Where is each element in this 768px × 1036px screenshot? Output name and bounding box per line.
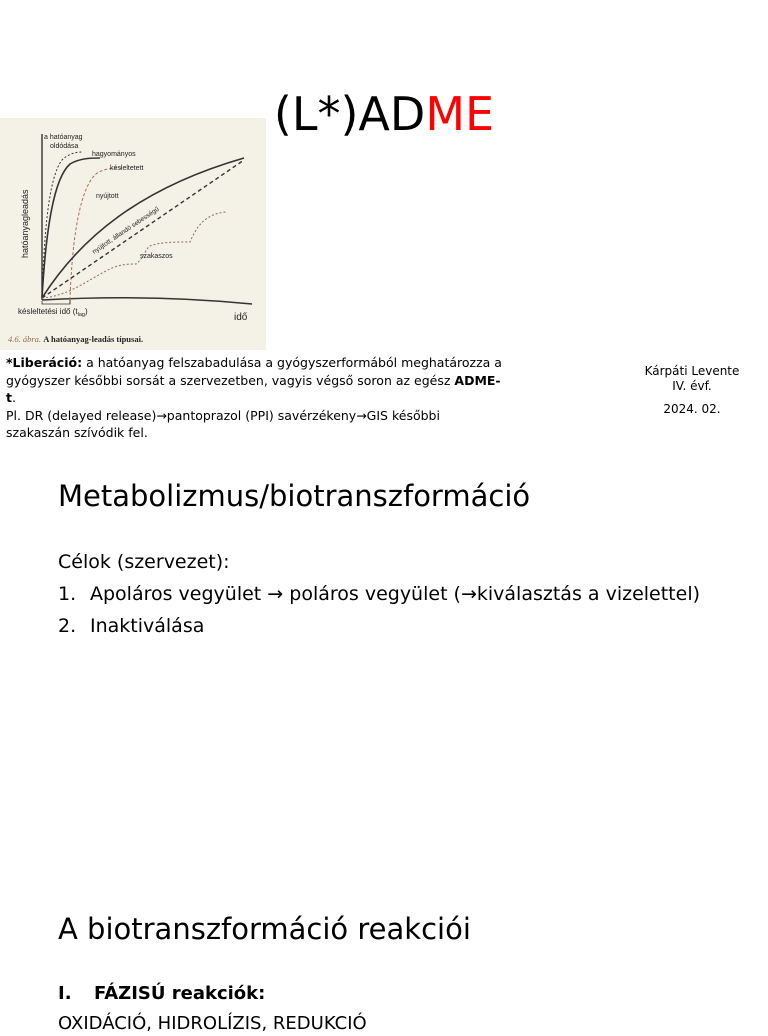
label-extended: nyújtott bbox=[96, 193, 119, 200]
phase-reactions: OXIDÁCIÓ, HIDROLÍZIS, REDUKCIÓ bbox=[58, 1013, 367, 1034]
liberation-note bbox=[6, 354, 506, 442]
curve-zero-order bbox=[42, 160, 244, 298]
section-heading-reactions: A biotranszformáció reakciói bbox=[58, 912, 471, 946]
label-conventional: hagyományos bbox=[92, 151, 136, 158]
label-zero-order: nyújtott, állandó sebességű bbox=[91, 205, 161, 256]
release-types-figure bbox=[0, 118, 266, 350]
phase-heading: I. FÁZISÚ reakciók: bbox=[58, 983, 266, 1004]
author-block bbox=[626, 364, 758, 417]
list-item: 1. Apoláros vegyület → poláros vegyület (→kiválasztás a vizelettel) bbox=[58, 583, 701, 605]
list-item: 2. Inaktiválása bbox=[58, 615, 205, 637]
title-main: (L*)AD bbox=[273, 87, 426, 141]
author-year: IV. évf. bbox=[672, 379, 712, 393]
curve-conventional bbox=[42, 158, 100, 298]
x-axis bbox=[42, 298, 252, 304]
note-definition: *Liberáció: a hatóanyag felszabadulása a gyógyszerformából meghatározza a gyógyszer későbbi sorsát a szervezetben, vagyis végső soron az egész ADME-t. bbox=[6, 355, 502, 405]
label-delayed: késleltetett bbox=[110, 165, 144, 172]
y-axis-label: hatóanyagleadás bbox=[20, 189, 30, 258]
note-example: Pl. DR (delayed release)→pantoprazol (PPI) savérzékeny→GIS későbbi szakaszán szívódik fel. bbox=[6, 407, 440, 440]
delay-label: késleltetési idő $(t_{lag})$ bbox=[18, 307, 88, 318]
section-heading-metabolism: Metabolizmus/biotranszformáció bbox=[58, 479, 531, 513]
label-dissolution-2: oldódása bbox=[50, 143, 79, 150]
label-pulsed: szakaszos bbox=[140, 253, 173, 260]
author-date: 2024. 02. bbox=[663, 402, 721, 416]
note-adme: ADME-t bbox=[6, 372, 501, 405]
author-name: Kárpáti Levente bbox=[644, 364, 740, 378]
title-accent: ME bbox=[425, 87, 495, 141]
x-axis-label: idő bbox=[234, 312, 248, 323]
goals-list bbox=[58, 578, 700, 642]
figure-caption: 4.6. ábra. A hatóanyag-leadás típusai. bbox=[8, 334, 144, 344]
goals-intro: Célok (szervezet): bbox=[58, 551, 230, 573]
note-term: *Liberáció: bbox=[6, 355, 83, 370]
label-dissolution-1: a hatóanyag bbox=[44, 134, 83, 141]
lag-bracket bbox=[42, 301, 70, 304]
